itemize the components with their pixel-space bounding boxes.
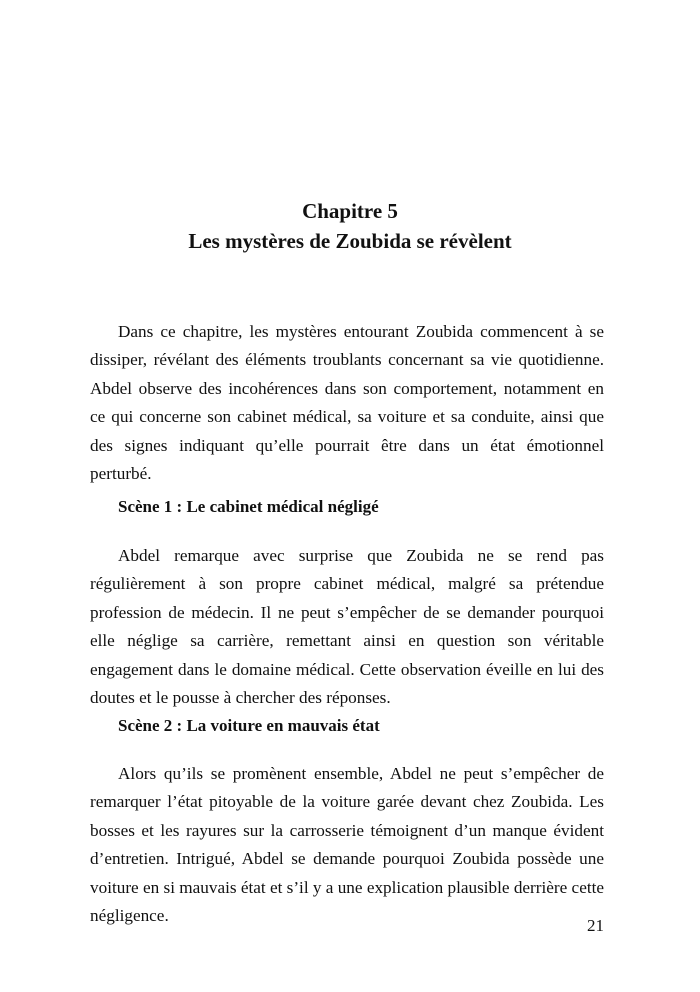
scene-1-paragraph: Abdel remarque avec surprise que Zoubida ne se rend pas régulièrement à son propre cabinet médical, malgré sa prétendue profession de médecin. Il ne peut s’empêcher de se demander pourquoi elle néglige sa carrière, remettant ainsi en question son véritable engagement dans le domaine médical. Cette observation éveille en lui des doutes et le pousse à chercher des réponses.: [90, 546, 604, 708]
chapter-number: Chapitre 5: [302, 199, 398, 223]
chapter-heading: [0, 196, 700, 256]
scene-2-section: [90, 760, 604, 930]
scene-1-section: [90, 542, 604, 712]
intro-section: [90, 318, 604, 488]
chapter-title: Les mystères de Zoubida se révèlent: [188, 229, 512, 253]
intro-paragraph: Dans ce chapitre, les mystères entourant Zoubida commencent à se dissiper, révélant des éléments troublants concernant sa vie quotidienne. Abdel observe des incohérences dans son comportement, notamment en ce qui concerne son cabinet médical, sa voiture et sa conduite, ainsi que des signes indiquant qu’elle pourrait être dans un état émotionnel perturbé.: [90, 322, 604, 484]
scene-2-title: Scène 2 : La voiture en mauvais état: [118, 716, 380, 735]
scene-1-title: Scène 1 : Le cabinet médical négligé: [118, 497, 379, 516]
scene-2-paragraph: Alors qu’ils se promènent ensemble, Abdel ne peut s’empêcher de remarquer l’état pitoyable de la voiture garée devant chez Zoubida. Les bosses et les rayures sur la carrosserie témoignent d’un manque évident d’entretien. Intrigué, Abdel se demande pourquoi Zoubida possède une voiture en si mauvais état et s’il y a une explication plausible derrière cette négligence.: [90, 764, 604, 926]
page-number: 21: [587, 916, 604, 935]
